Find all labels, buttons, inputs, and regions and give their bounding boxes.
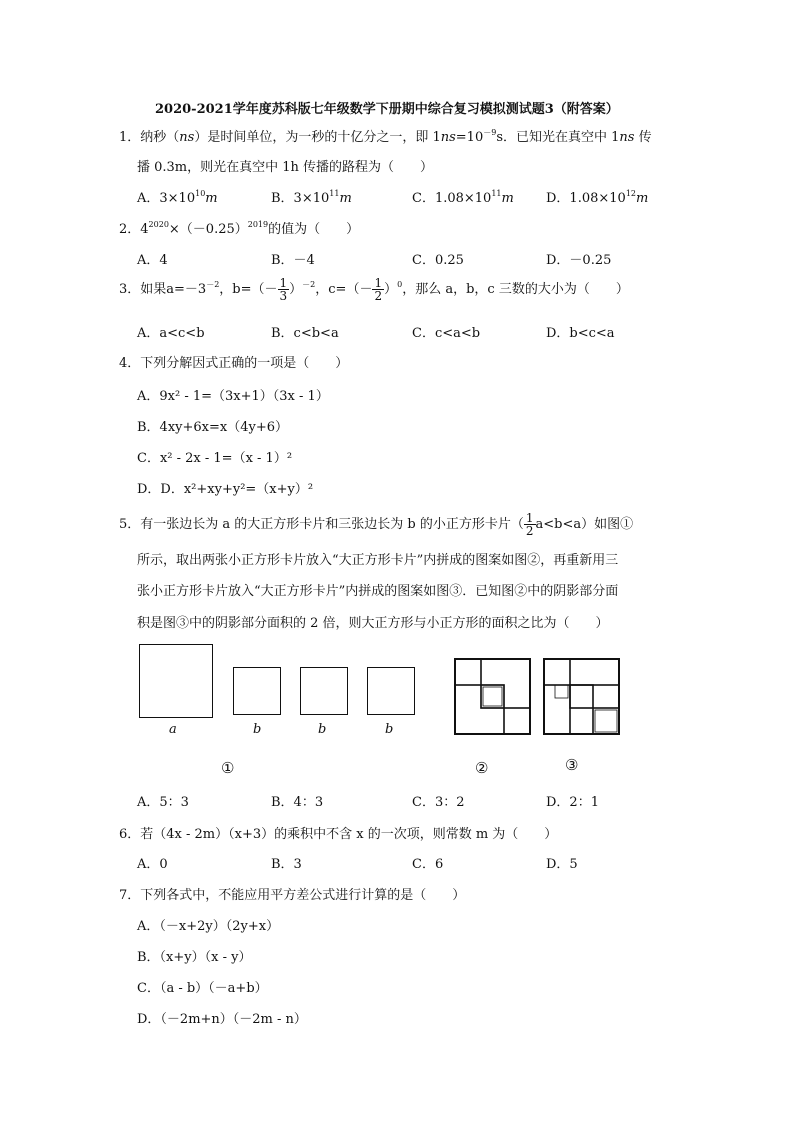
fig-label-b-2: b [318,722,327,737]
q7-stem: 7．下列各式中，不能应用平方差公式进行计算的是（ ） [119,888,466,903]
small-square-b-1 [233,667,281,715]
small-square-b-3 [367,667,415,715]
figure-1-label: ① [221,759,235,777]
q3-option-a[interactable]: A．a<c<b [137,326,205,341]
q4-stem: 4．下列分解因式正确的一项是（ ） [119,356,349,371]
figure-2-diagram [454,658,532,736]
fig-label-b-1: b [253,722,262,737]
q1-option-a[interactable]: A．$3\times 10^{10}m$ [137,189,218,206]
q5-line2: 所示，取出两张小正方形卡片放入“大正方形卡片”内拼成的图案如图②，再重新用三 [137,553,619,568]
small-square-b-2 [300,667,348,715]
figure-3-diagram [543,658,621,736]
q3-fraction-1: $\frac{1}{3}$ [279,276,288,303]
fig-label-b-3: b [385,722,394,737]
q7-option-b[interactable]: B．（x+y）（x - y） [137,950,252,965]
q3-option-b[interactable]: B．c<b<a [271,326,339,341]
q7-option-d[interactable]: D．（－2m+n）（－2m - n） [137,1012,307,1027]
figure-3-label: ③ [565,756,579,774]
q3-option-c[interactable]: C．c<a<b [412,326,481,341]
figure-2-label: ② [475,759,489,777]
q3-fraction-2: $\frac{1}{2}$ [374,276,383,303]
page-title: 2020-2021学年度苏科版七年级数学下册期中综合复习模拟测试题3（附答案） [155,102,619,117]
q5-option-b[interactable]: B．4：3 [271,795,324,810]
q6-option-d[interactable]: D．5 [546,857,578,872]
q5-option-d[interactable]: D．2：1 [546,795,599,810]
q1-line2: 播 0.3m，则光在真空中 1h 传播的路程为（ ） [137,160,434,175]
q6-option-c[interactable]: C．6 [412,857,444,872]
q3-option-d[interactable]: D．b<c<a [546,326,615,341]
q4-option-d[interactable]: D．D．x²+xy+y²=（x+y）² [137,482,314,497]
q1-option-b[interactable]: B．$3\times 10^{11}m$ [271,189,352,206]
q1-option-c[interactable]: C．$1.08\times 10^{11}m$ [412,189,514,206]
q5-fraction: $\frac{1}{2}$ [525,511,534,538]
q5-option-a[interactable]: A．5：3 [137,795,189,810]
q4-option-b[interactable]: B．4xy+6x=x（4y+6） [137,420,288,435]
q3-stem: 3．如果$a=-3^{-2}$，b=（－ $\frac{1}{3}$ ）$^{-2}$，c=（－ $\frac{1}{2}$ ）$^0$，那么 a，b，c 三数的大小为（ ） [119,276,629,303]
q2-option-a[interactable]: A．4 [137,253,168,268]
q1-option-d[interactable]: D．$1.08\times 10^{12}m$ [546,189,649,206]
q5-option-c[interactable]: C．3：2 [412,795,465,810]
q5-line1: 5．有一张边长为 a 的大正方形卡片和三张边长为 b 的小正方形卡片（ $\frac{1}{2}$ a<b<a）如图① [119,511,634,538]
q5-line4: 积是图③中的阴影部分面积的 2 倍，则大正方形与小正方形的面积之比为（ ） [137,616,609,631]
q6-option-b[interactable]: B．3 [271,857,302,872]
fig-label-a: a [169,722,177,737]
q6-option-a[interactable]: A．0 [137,857,168,872]
q2-option-c[interactable]: C．0.25 [412,253,464,268]
q2-stem: 2．$4^{2020}\times(-0.25)^{2019}$的值为（ ） [119,220,360,237]
q4-option-a[interactable]: A．9x² - 1=（3x+1）（3x - 1） [137,389,329,404]
big-square-a [139,644,213,718]
q2-option-b[interactable]: B．－4 [271,253,315,268]
q7-option-c[interactable]: C．（a - b）（－a+b） [137,981,268,996]
q1-line1: 1．纳秒（ns）是时间单位，为一秒的十亿分之一，即 $1ns=10^{-9}s$．已知光在真空中 1ns 传 [119,128,652,145]
q6-stem: 6．若（4x - 2m）（x+3）的乘积中不含 x 的一次项，则常数 m 为（ ） [119,827,558,842]
q5-line3: 张小正方形卡片放入“大正方形卡片”内拼成的图案如图③．已知图②中的阴影部分面 [137,584,619,599]
q4-option-c[interactable]: C．x² - 2x - 1=（x - 1）² [137,451,293,466]
q7-option-a[interactable]: A．（－x+2y）（2y+x） [137,919,280,934]
q2-option-d[interactable]: D．－0.25 [546,253,612,268]
